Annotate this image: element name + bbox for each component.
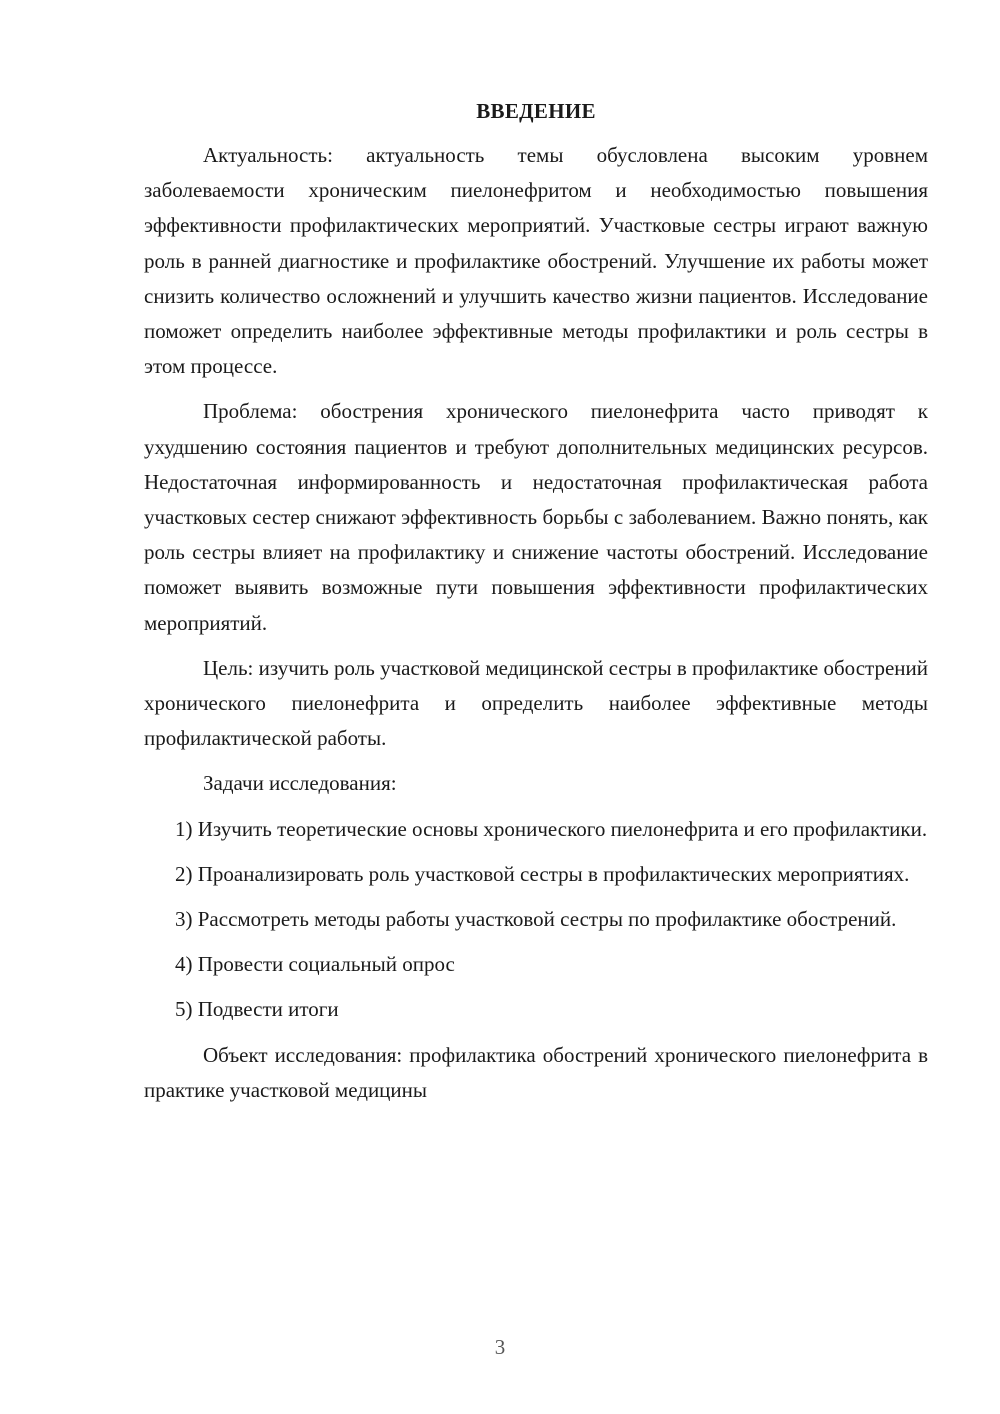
task-item-2: 2) Проанализировать роль участковой сестры в профилактических мероприятиях. [175,861,910,886]
paragraph-problem: Проблема: обострения хронического пиелонефрита часто приводят к ухудшению состояния пациентов и требуют дополнительных медицинских ресурсов. Недостаточная информированность и недостаточная профилактическая работа участковых сестер снижают эффективность борьбы с заболеванием. Важно понять, как роль сестры влияет на профилактику и снижение частоты обострений. Исследование поможет выявить возможные пути повышения эффективности профилактических мероприятий. [144,399,928,635]
task-item-1: 1) Изучить теоретические основы хронического пиелонефрита и его профилактики. [175,816,928,841]
paragraph-object: Объект исследования: профилактика обострений хронического пиелонефрита в практике участковой медицины [144,1042,928,1102]
page-number: 3 [494,1335,506,1359]
task-item-5: 5) Подвести итоги [175,997,339,1022]
tasks-heading: Задачи исследования: [203,771,397,796]
task-item-4: 4) Провести социальный опрос [175,952,455,977]
paragraph-relevance: Актуальность: актуальность темы обусловлена высоким уровнем заболеваемости хроническим пиелонефритом и необходимостью повышения эффективности профилактических мероприятий. Участковые сестры играют важную роль в ранней диагностике и профилактике обострений. Улучшение их работы может снизить количество осложнений и улучшить качество жизни пациентов. Исследование поможет определить наиболее эффективные методы профилактики и роль сестры в этом процессе. [144,143,928,379]
task-item-3: 3) Рассмотреть методы работы участковой сестры по профилактике обострений. [175,907,897,932]
document-page [144,96,928,1118]
section-title: ВВЕДЕНИЕ [476,99,596,123]
paragraph-goal: Цель: изучить роль участковой медицинской сестры в профилактике обострений хронического пиелонефрита и определить наиболее эффективные методы профилактической работы. [144,655,928,751]
